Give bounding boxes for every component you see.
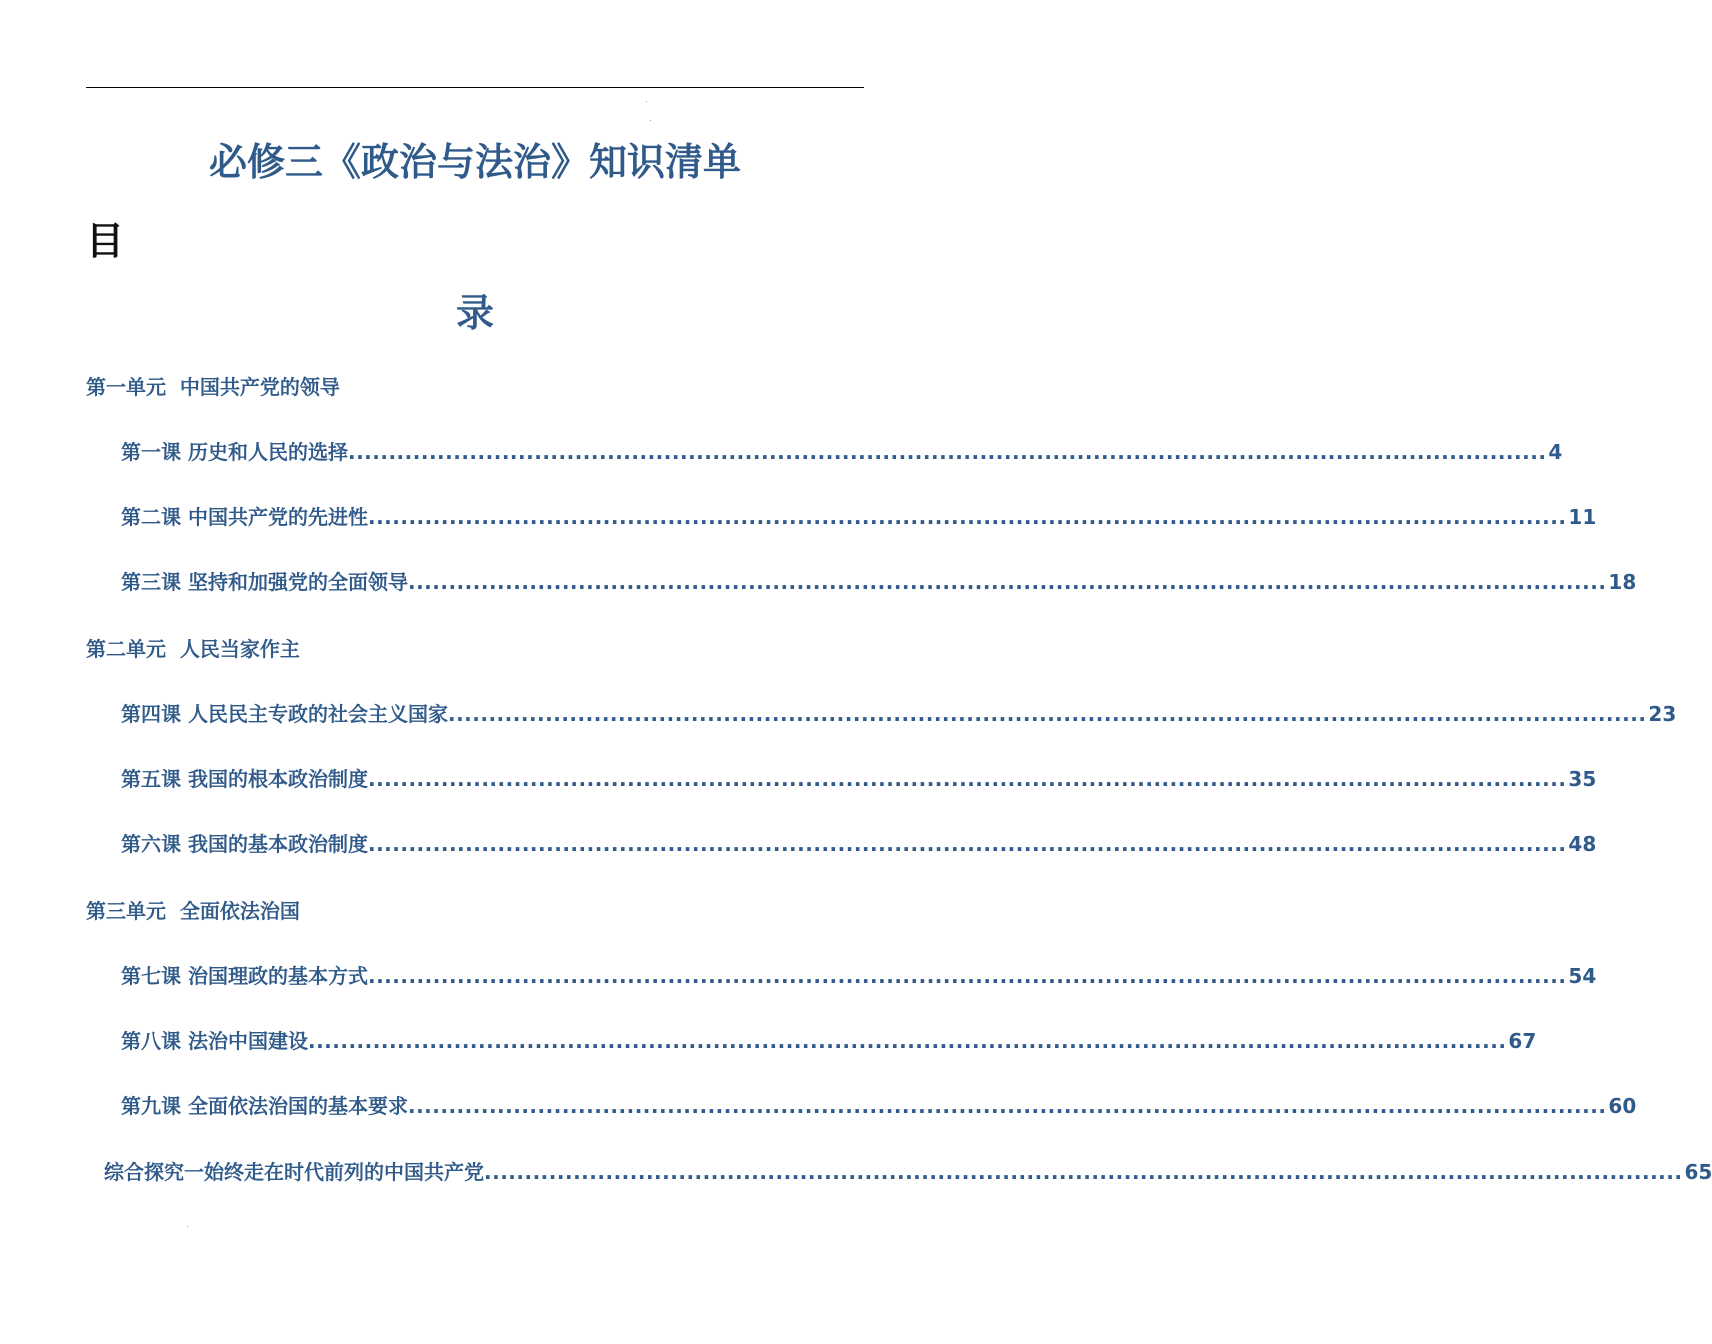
toc-entry[interactable] — [121, 437, 1563, 467]
toc-dot-leader: .................................................................................................................................................... — [347, 440, 1547, 464]
toc-dot-leader: .................................................................................................................................................... — [367, 832, 1567, 856]
toc-unit-heading[interactable]: 第三单元 全面依法治国 — [86, 899, 300, 923]
toc-entry[interactable] — [121, 699, 1677, 729]
toc-entry[interactable] — [121, 502, 1597, 532]
toc-entry[interactable] — [121, 764, 1597, 794]
toc-entry-label: 第五课 我国的根本政治制度 — [121, 767, 368, 791]
scan-speck — [650, 120, 651, 121]
toc-page-number: 67 — [1508, 1029, 1537, 1053]
toc-entry[interactable] — [121, 1026, 1537, 1056]
toc-entry-label: 第八课 法治中国建设 — [121, 1029, 308, 1053]
toc-entry[interactable] — [121, 1091, 1637, 1121]
toc-entry-label: 综合探究一始终走在时代前列的中国共产党 — [104, 1160, 484, 1184]
toc-dot-leader: .................................................................................................................................................... — [307, 1029, 1507, 1053]
toc-page-number: 60 — [1608, 1094, 1637, 1118]
toc-page-number: 54 — [1568, 964, 1597, 988]
toc-dot-leader: .................................................................................................................................................... — [407, 1094, 1607, 1118]
toc-entry[interactable] — [121, 829, 1597, 859]
header-rule — [86, 87, 864, 88]
toc-page-number: 4 — [1548, 440, 1563, 464]
toc-entry[interactable] — [104, 1157, 1712, 1187]
scan-speck — [646, 101, 647, 102]
toc-heading-part1: 目 — [86, 219, 125, 263]
toc-page-number: 23 — [1648, 702, 1677, 726]
scan-speck — [187, 1226, 188, 1227]
toc-page-number: 11 — [1568, 505, 1597, 529]
toc-page-number: 65 — [1684, 1160, 1712, 1184]
toc-heading-part2: 录 — [455, 291, 494, 335]
toc-dot-leader: .................................................................................................................................................... — [367, 505, 1567, 529]
toc-unit-heading[interactable]: 第一单元 中国共产党的领导 — [86, 375, 340, 399]
toc-entry-label: 第三课 坚持和加强党的全面领导 — [121, 570, 408, 594]
toc-entry-label: 第四课 人民民主专政的社会主义国家 — [121, 702, 448, 726]
toc-entry-label: 第九课 全面依法治国的基本要求 — [121, 1094, 408, 1118]
document-title: 必修三《政治与法治》知识清单 — [208, 140, 741, 184]
toc-dot-leader: .................................................................................................................................................... — [484, 1160, 1683, 1184]
toc-entry-label: 第六课 我国的基本政治制度 — [121, 832, 368, 856]
toc-entry[interactable] — [121, 961, 1597, 991]
toc-dot-leader: .................................................................................................................................................... — [407, 570, 1607, 594]
toc-dot-leader: .................................................................................................................................................... — [367, 964, 1567, 988]
toc-entry-label: 第一课 历史和人民的选择 — [121, 440, 348, 464]
toc-entry-label: 第七课 治国理政的基本方式 — [121, 964, 368, 988]
toc-entry[interactable] — [121, 567, 1637, 597]
toc-page-number: 48 — [1568, 832, 1597, 856]
toc-page-number: 18 — [1608, 570, 1637, 594]
toc-unit-heading[interactable]: 第二单元 人民当家作主 — [86, 637, 300, 661]
toc-entry-label: 第二课 中国共产党的先进性 — [121, 505, 368, 529]
toc-dot-leader: .................................................................................................................................................... — [447, 702, 1647, 726]
toc-dot-leader: .................................................................................................................................................... — [367, 767, 1567, 791]
toc-page-number: 35 — [1568, 767, 1597, 791]
